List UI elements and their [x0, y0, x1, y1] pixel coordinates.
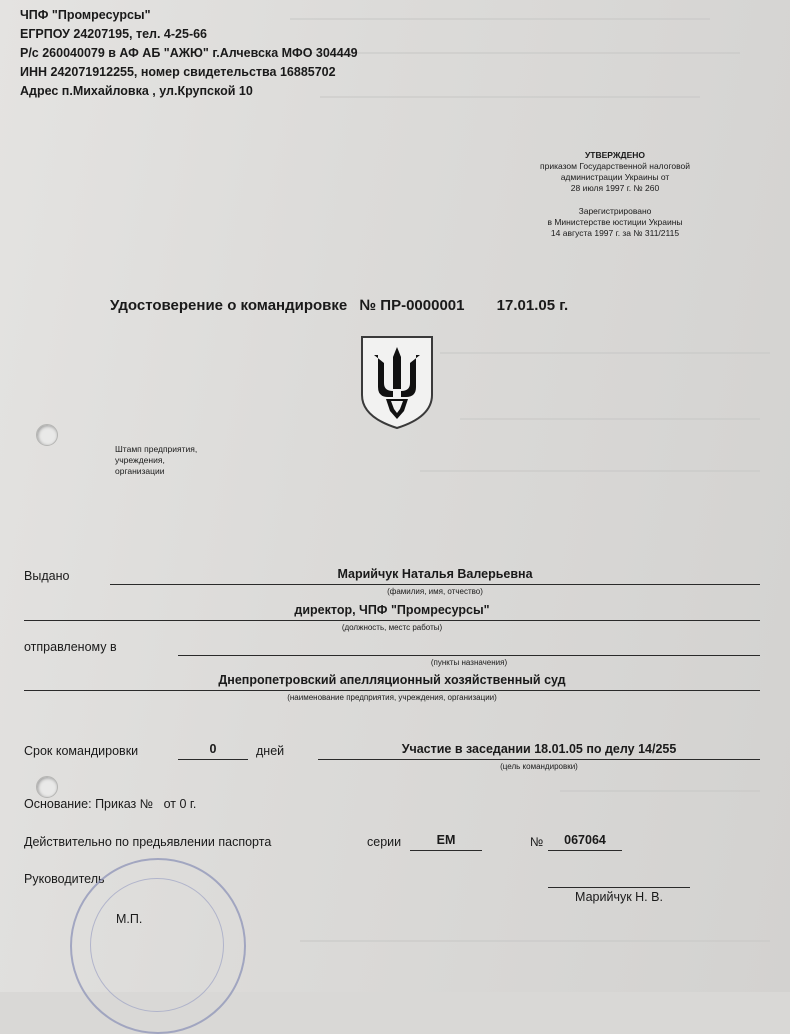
head-label: Руководитель: [24, 872, 105, 886]
basis-text: Основание: Приказ № от 0 г.: [24, 797, 197, 811]
destination-points-caption: (пункты назначения): [430, 658, 508, 667]
passport-number-line: [548, 850, 622, 851]
stamp-corner-line: организации: [115, 466, 165, 476]
coat-of-arms-icon: [358, 333, 436, 431]
company-name: ЧПФ "Промресурсы": [20, 8, 151, 22]
term-days-label: дней: [256, 744, 285, 758]
title-number: № ПР-0000001: [359, 297, 465, 314]
company-address: Адрес п.Михайловка , ул.Крупской 10: [20, 84, 253, 98]
term-purpose-line: [318, 759, 760, 760]
company-inn: ИНН 242071912255, номер свидетельства 16885702: [20, 65, 336, 79]
binder-hole: [36, 424, 58, 446]
approval-line: администрации Украины от: [560, 172, 670, 182]
binder-hole: [36, 776, 58, 798]
show-through-line: [320, 96, 700, 98]
term-days-line: [178, 759, 248, 760]
approval-line: приказом Государственной налоговой: [540, 161, 690, 171]
title-text: Удостоверение о командировке: [110, 297, 348, 314]
issued-position-caption: (должность, местс работы): [341, 623, 443, 632]
show-through-line: [300, 940, 770, 942]
approval-line: УТВЕРЖДЕНО: [584, 150, 645, 160]
destination-points-line: [178, 655, 760, 656]
show-through-line: [560, 790, 760, 792]
destination-label: отправленому в: [24, 640, 117, 654]
company-edrpou: ЕГРПОУ 24207195, тел. 4-25-66: [20, 27, 208, 41]
title-date: 17.01.05 г.: [496, 297, 569, 314]
approval-line: 14 августа 1997 г. за № 311/2115: [550, 228, 680, 238]
document-title: [110, 297, 568, 314]
term-purpose-caption: (цель командировки): [500, 762, 578, 771]
issued-name: Марийчук Наталья Валерьевна: [337, 567, 533, 581]
show-through-line: [460, 418, 760, 420]
destination-organization: Днепропетровский апелляционный хозяйственный суд: [218, 673, 566, 687]
stamp-corner-line: Штамп предприятия,: [115, 444, 198, 454]
issued-position-line: [24, 620, 760, 621]
passport-series-label: серии: [367, 835, 402, 849]
stamp-corner-label: [115, 444, 197, 477]
issued-name-caption: (фамилия, имя, отчество): [387, 587, 483, 596]
mp-label: М.П.: [116, 912, 143, 926]
approval-line: Зарегистрировано: [578, 206, 652, 216]
signer-name: Марийчук Н. В.: [575, 890, 663, 904]
destination-organization-caption: (наименование предприятия, учреждения, организации): [287, 693, 497, 702]
stamp-corner-line: учреждения,: [115, 455, 165, 465]
term-days: 0: [209, 742, 217, 756]
destination-organization-line: [24, 690, 760, 691]
passport-label: Действительно по предьявлении паспорта: [24, 835, 272, 849]
issued-name-line: [110, 584, 760, 585]
show-through-line: [300, 52, 740, 54]
term-purpose: Участие в заседании 18.01.05 по делу 14/255: [401, 742, 677, 756]
official-seal: [70, 858, 246, 1034]
show-through-line: [440, 352, 770, 354]
approval-block: [495, 150, 735, 239]
show-through-line: [420, 470, 760, 472]
passport-number-label: №: [530, 835, 544, 849]
company-bank: Р/с 260040079 в АФ АБ "АЖЮ" г.Алчевска МФО 304449: [20, 46, 358, 60]
passport-series-line: [410, 850, 482, 851]
term-label: Срок командировки: [24, 744, 139, 758]
issued-label: Выдано: [24, 569, 70, 583]
show-through-line: [290, 18, 710, 20]
approval-line: 28 июля 1997 г. № 260: [570, 183, 660, 193]
signature-line: [548, 887, 690, 888]
passport-series: ЕМ: [436, 833, 456, 847]
issued-position: директор, ЧПФ "Промресурсы": [294, 603, 490, 617]
approval-line: в Министерстве юстиции Украины: [547, 217, 683, 227]
passport-number: 067064: [564, 833, 606, 847]
